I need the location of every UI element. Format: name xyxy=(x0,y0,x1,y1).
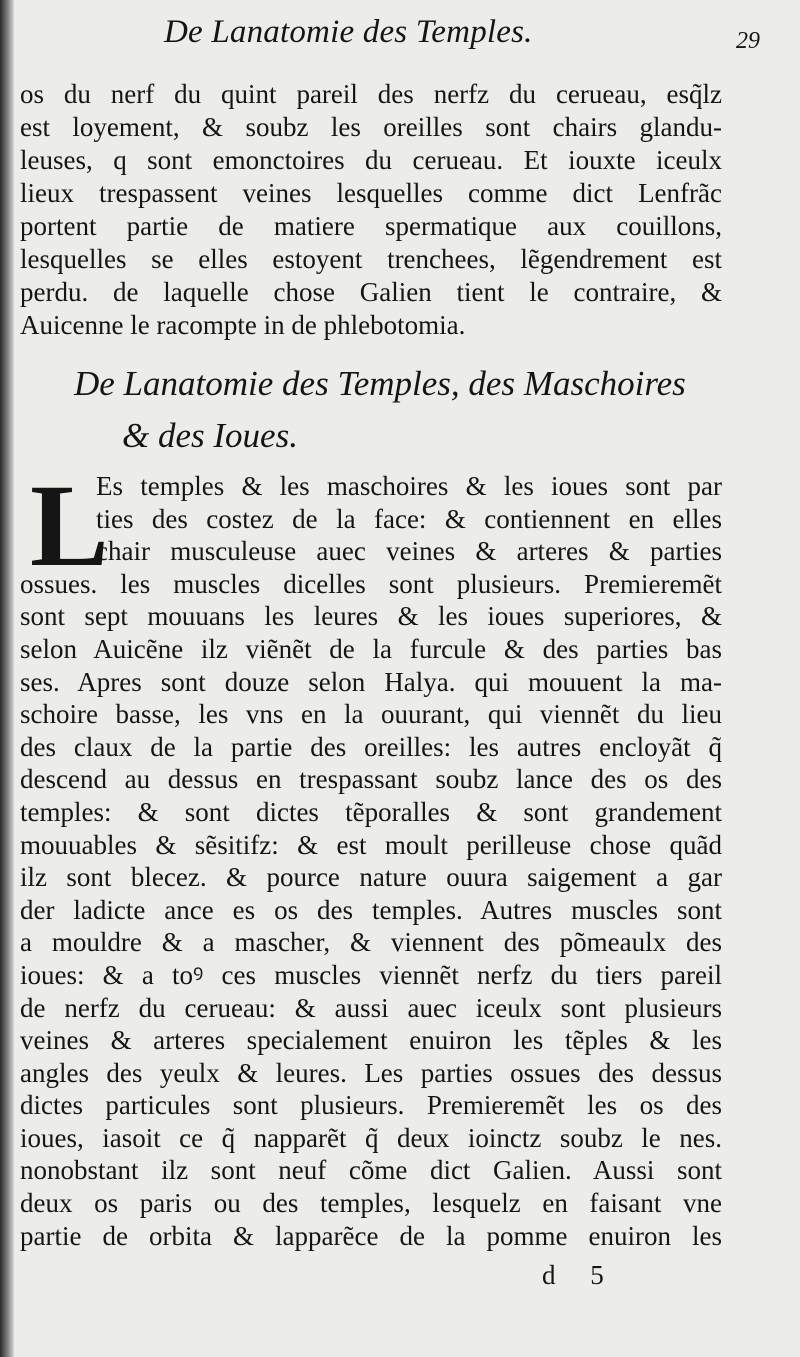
text-line: veines & arteres specialement enuiron les tẽples & les xyxy=(20,1025,722,1056)
text-line: lesquelles se elles estoyent trenchees, lẽgendrement est xyxy=(20,244,722,274)
text-line: a mouldre & a mascher, & viennent des põmeaulx des xyxy=(20,927,722,958)
running-head: De Lanatomie des Temples. xyxy=(164,14,533,50)
text-line: ioues: & a toꝰ ces muscles viennẽt nerfz du tiers pareil xyxy=(20,959,722,990)
text-line: Es temples & les maschoires & les ioues sont par xyxy=(96,471,722,501)
signature-mark: d 5 xyxy=(542,1260,618,1290)
text-line: der ladicte ance es os des temples. Autres muscles sont xyxy=(20,894,722,925)
text-line: partie de orbita & lapparẽce de la pomme enuiron les xyxy=(20,1220,722,1251)
text-line: de nerfz du cerueau: & aussi auec iceulx sont plusieurs xyxy=(20,992,722,1023)
heading-line: & des Ioues. xyxy=(122,416,298,455)
binding-gutter xyxy=(0,0,14,1357)
text-line: leuses, q sont emonctoires du cerueau. Et iouxte iceulx xyxy=(20,145,722,175)
text-line: dictes particules sont plusieurs. Premieremẽt les os des xyxy=(20,1090,722,1121)
heading-line: De Lanatomie des Temples, des Maschoires xyxy=(74,364,686,403)
text-line: nonobstant ilz sont neuf cõme dict Galien. Aussi sont xyxy=(20,1155,722,1186)
text-line: ilz sont blecez. & pource nature ouura saigement a gar xyxy=(20,862,722,893)
text-line: temples: & sont dictes tẽporalles & sont grandement xyxy=(20,796,722,827)
text-line: lieux trespassent veines lesquelles comme dict Lenfrãc xyxy=(20,178,722,208)
text-line: portent partie de matiere spermatique aux couillons, xyxy=(20,211,722,241)
book-page xyxy=(14,0,800,1357)
text-line: angles des yeulx & leures. Les parties ossues des dessus xyxy=(20,1057,722,1088)
text-line: perdu. de laquelle chose Galien tient le contraire, & xyxy=(20,277,722,307)
text-line: des claux de la partie des oreilles: les autres encloyãt q̃ xyxy=(20,731,722,762)
text-line: ossues. les muscles dicelles sont plusieurs. Premieremẽt xyxy=(20,568,722,599)
text-line: Auicenne le racompte in de phlebotomia. xyxy=(20,310,466,340)
text-line: descend au dessus en trespassant soubz lance des os des xyxy=(20,764,722,795)
paragraph-continuation xyxy=(20,78,722,342)
text-line: schoire basse, les vns en la ouurant, qui viennẽt du lieu xyxy=(20,699,722,730)
text-line: est loyement, & soubz les oreilles sont chairs glandu- xyxy=(20,112,722,142)
text-line: mouuables & sẽsitifz: & est moult perilleuse chose quãd xyxy=(20,829,722,860)
text-line: deux os paris ou des temples, lesquelz en faisant vne xyxy=(20,1188,722,1219)
text-line: selon Auicẽne ilz viẽnẽt de la furcule & des parties bas xyxy=(20,633,722,664)
text-line: sont sept mouuans les leures & les ioues superiores, & xyxy=(20,601,722,632)
section-body xyxy=(20,460,722,1252)
page-number: 29 xyxy=(736,28,760,54)
drop-cap: L xyxy=(30,460,109,591)
text-line: ties des costez de la face: & contiennent en elles xyxy=(96,503,722,534)
text-line: ioues, iasoit ce q̃ napparẽt q̃ deux ioinctz soubz le nes. xyxy=(20,1122,722,1153)
text-line: os du nerf du quint pareil des nerfz du cerueau, esq̃lz xyxy=(20,79,722,109)
section-heading xyxy=(74,358,754,462)
text-line: chair musculeuse auec veines & arteres & parties xyxy=(96,536,722,567)
text-line: ses. Apres sont douze selon Halya. qui mouuent la ma- xyxy=(20,666,722,697)
